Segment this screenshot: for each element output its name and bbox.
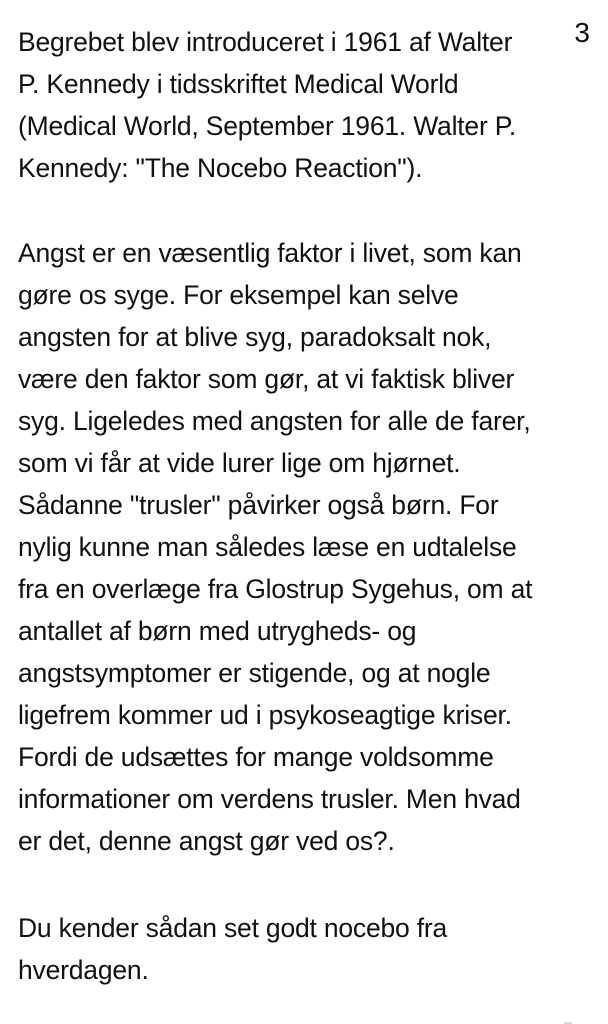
- text-line: som vi får at vide lurer lige om hjørnet.: [18, 448, 461, 478]
- text-line: (Medical World, September 1961. Walter P.: [18, 111, 516, 141]
- text-line: ligefrem kommer ud i psykoseagtige kriser.: [18, 700, 512, 730]
- text-line: Angst er en væsentlig faktor i livet, som kan: [18, 238, 522, 268]
- text-line: Fordi de udsættes for mange voldsomme: [18, 742, 494, 772]
- text-line: Sådanne "trusler" påvirker også børn. For: [18, 490, 499, 520]
- text-line: Begrebet blev introduceret i 1961 af Walter: [18, 27, 513, 57]
- text-line: angstsymptomer er stigende, og at nogle: [18, 658, 491, 688]
- text-line: er det, denne angst gør ved os?.: [18, 826, 395, 856]
- text-line: angsten for at blive syg, paradoksalt nok,: [18, 322, 492, 352]
- text-line: informationer om verdens trusler. Men hvad: [18, 784, 521, 814]
- text-line: P. Kennedy i tidsskriftet Medical World: [18, 69, 459, 99]
- paragraph-anxiety: [18, 232, 590, 862]
- text-line: gøre os syge. For eksempel kan selve: [18, 280, 459, 310]
- text-line: Kennedy: "The Nocebo Reaction").: [18, 153, 423, 183]
- text-line: syg. Ligeledes med angsten for alle de farer,: [18, 406, 531, 436]
- text-line: fra en overlæge fra Glostrup Sygehus, om at: [18, 574, 533, 604]
- paragraph-intro: [18, 21, 590, 189]
- text-line: antallet af børn med utrygheds- og: [18, 616, 417, 646]
- paragraph-everyday: [18, 907, 590, 991]
- text-line: være den faktor som gør, at vi faktisk bliver: [18, 364, 515, 394]
- text-line: nylig kunne man således læse en udtalelse: [18, 532, 517, 562]
- text-line: Du kender sådan set godt nocebo fra: [18, 913, 448, 943]
- text-line: hverdagen.: [18, 955, 149, 985]
- page-number: 3: [574, 17, 590, 48]
